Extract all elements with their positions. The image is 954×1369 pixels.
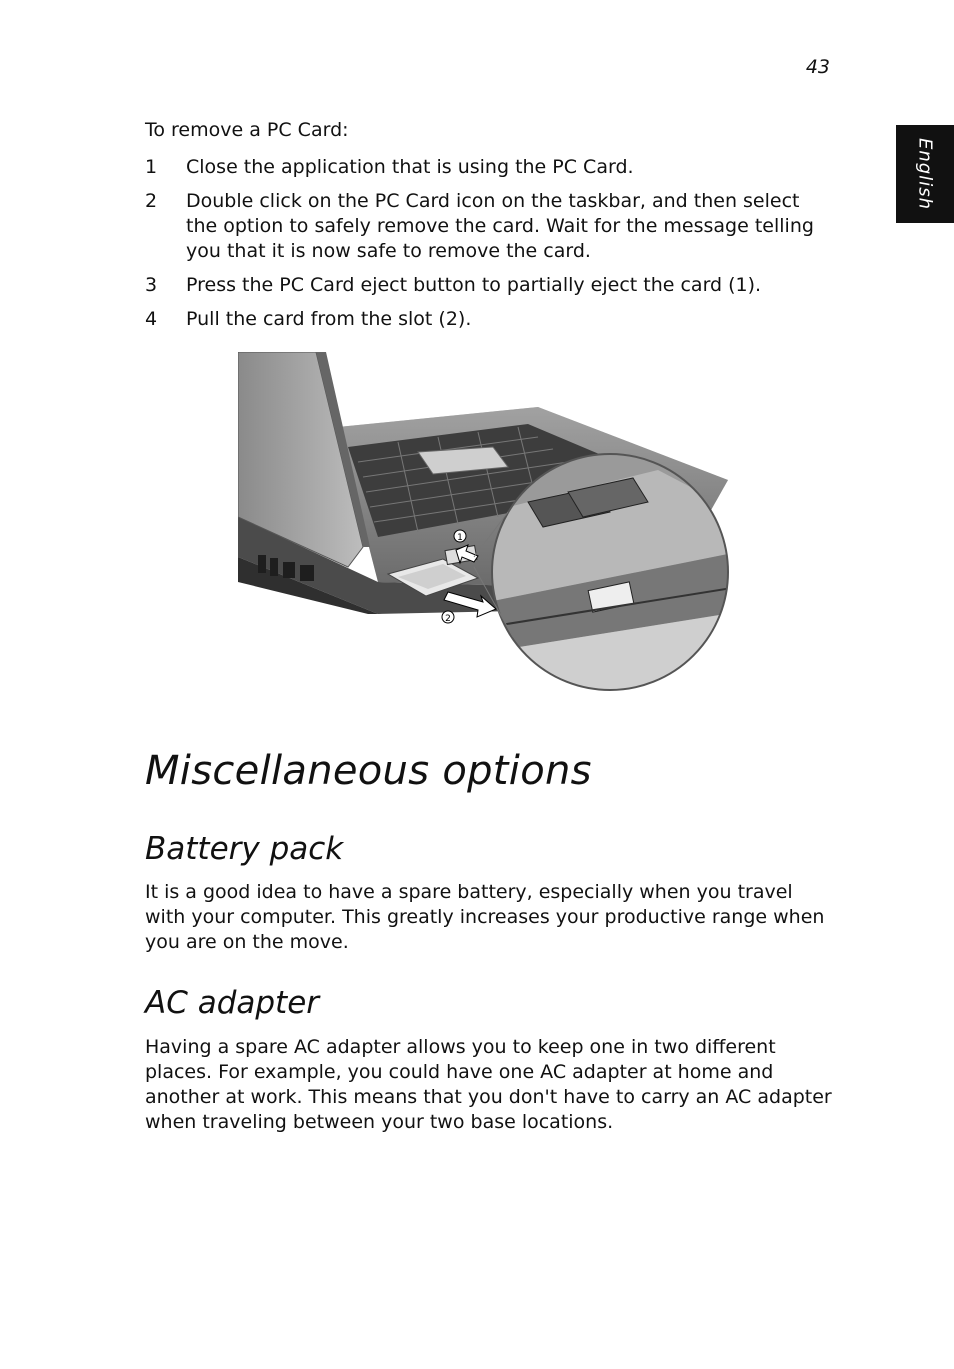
language-side-tab xyxy=(896,125,954,223)
list-item xyxy=(145,273,835,298)
step-text: Press the PC Card eject button to partially eject the card (1). xyxy=(186,274,762,296)
list-item xyxy=(145,155,835,180)
page-number: 43 xyxy=(805,56,830,78)
battery-pack-heading: Battery pack xyxy=(145,831,344,867)
section-title: Miscellaneous options xyxy=(145,748,592,794)
step-number: 2 xyxy=(145,190,158,212)
intro-text: To remove a PC Card: xyxy=(145,119,349,141)
callout-2-label: 2 xyxy=(445,614,451,624)
removal-steps-list xyxy=(145,155,835,341)
step-text: Pull the card from the slot (2). xyxy=(186,308,472,330)
step-text: Double click on the PC Card icon on the taskbar, and then select the option to safely remove the card. Wait for the message telling you that it is now safe to remove the card. xyxy=(186,190,814,262)
list-item xyxy=(145,189,835,264)
language-side-tab-label: English xyxy=(914,138,936,210)
ac-adapter-heading: AC adapter xyxy=(145,985,320,1021)
battery-pack-paragraph: It is a good idea to have a spare battery, especially when you travel with your computer. This greatly increases your productive range when you are on the move. xyxy=(145,881,825,953)
step-number: 1 xyxy=(145,156,158,178)
callout-1-label: 1 xyxy=(457,533,463,543)
list-item xyxy=(145,307,835,332)
step-number: 3 xyxy=(145,274,158,296)
pc-card-removal-illustration xyxy=(238,352,730,697)
step-text: Close the application that is using the PC Card. xyxy=(186,156,634,178)
step-number: 4 xyxy=(145,308,158,330)
ac-adapter-paragraph: Having a spare AC adapter allows you to keep one in two different places. For example, you could have one AC adapter at home and another at work. This means that you don't have to carry an AC adapter when traveling between your two base locations. xyxy=(145,1036,832,1133)
